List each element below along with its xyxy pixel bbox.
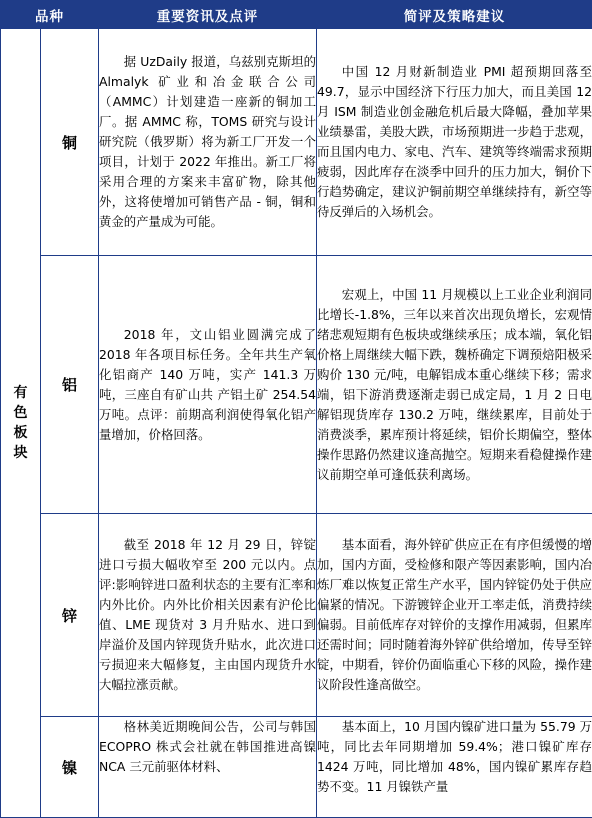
advice-nickel-cell (317, 717, 592, 818)
table-row-zinc (1, 514, 592, 717)
table-header-row (1, 1, 592, 29)
news-zinc: 截至 2018 年 12 月 29 日，锌锭进口亏损大幅收窄至 200 元以内。点评:影响锌进口盈利状态的主要有汇率和内外比价。内外比价相关因素有沪伦比值、LME 现货对 3 月升贴水、进口到岸溢价及国内锌现货升贴水，此次进口亏损迎来大幅修复，主由国内现货升水大幅拉涨贡献。 (99, 514, 317, 717)
metal-nickel: 镍 (41, 717, 99, 818)
news-nickel: 格林美近期晚间公告，公司与韩国 ECOPRO 株式会社就在韩国推进高镍 NCA 三元前驱体材料、 (99, 717, 316, 809)
news-copper: 据 UzDaily 报道，乌兹别克斯坦的 Almalyk 矿业和冶金联合公司（AMMC）计划建造一座新的铜加工厂。据 AMMC 称，TOMS 研究与设计研究院（俄罗斯）将为新工厂开发一个项目，计划于 2022 年推出。新工厂将采用合理的方案来丰富矿物，除其他外，这将使增加可销售产品 - 铜，铜和黄金的产量成为可能。 (99, 29, 317, 256)
metal-copper: 铜 (41, 29, 99, 256)
advice-copper: 中国 12 月财新制造业 PMI 超预期回落至 49.7，显示中国经济下行压力加大，而且美国 12 月 ISM 制造业创金融危机后最大降幅，叠加苹果业绩暴雷，美股大跌，市场预期进一步趋于悲观，而且国内电力、家电、汽车、建筑等终端需求预期疲弱，因此库存在淡季中回升的压力加大，铜价下行趋势确定，建议沪铜前期空单继续持有，新空等待反弹后的入场机会。 (317, 29, 592, 256)
header-news: 重要资讯及点评 (99, 1, 317, 29)
header-advice: 简评及策略建议 (317, 1, 592, 29)
metal-zinc: 锌 (41, 514, 99, 717)
header-sector: 品种 (1, 1, 99, 29)
sector-label: 有色板块 (13, 383, 29, 463)
metal-aluminum: 铝 (41, 256, 99, 514)
news-aluminum: 2018 年，文山铝业圆满完成了 2018 年各项目标任务。全年共生产氧化铝商产 140 万吨，实产 141.3 万吨，三座自有矿山共 产铝土矿 254.54 万吨。点评：前期高利润使得氧化铝产量增加，价格回落。 (99, 256, 317, 514)
sector-cell (1, 29, 41, 818)
table-row-aluminum (1, 256, 592, 514)
news-nickel-cell (99, 717, 317, 818)
advice-aluminum: 宏观上，中国 11 月规模以上工业企业利润同比增长-1.8%，三年以来首次出现负增长，宏观情绪悲观短期有色板块或继续承压；成本端，氧化铝价格上周继续大幅下跌，魏桥确定下调预焙阳极采购价 130 元/吨，电解铝成本重心继续下移；需求端，铝下游消费逐渐走弱已成定局，1 月 2 日电解铝现货库存 130.2 万吨，继续累库，目前处于消费淡季，累库预计将延续，铝价长期偏空，整体操作思路仍然建议逢高抛空。短期来看稳健操作建议前期空单可逢低获利离场。 (317, 256, 592, 514)
table-row-copper (1, 29, 592, 256)
advice-nickel: 基本面上，10 月国内镍矿进口量为 55.79 万吨，同比去年同期增加 59.4%；港口镍矿库存 1424 万吨，同比增加 48%，国内镍矿累库存趋势不变。11 月镍铁产量 (317, 717, 592, 809)
advice-zinc: 基本面看，海外锌矿供应正在有序但缓慢的增加，国内方面，受检修和限产等因素影响，国内冶炼厂难以恢复正常生产水平，国内锌锭仍处于供应偏紧的情况。下游镀锌企业开工率走低，消费持续偏弱。目前低库存对锌价的支撑作用减弱，但累库还需时间；同时随着海外锌矿供给增加，传导至锌锭，中期看，锌价仍面临重心下移的风险，操作建议阶段性逢高做空。 (317, 514, 592, 717)
table-row-nickel (1, 717, 592, 818)
